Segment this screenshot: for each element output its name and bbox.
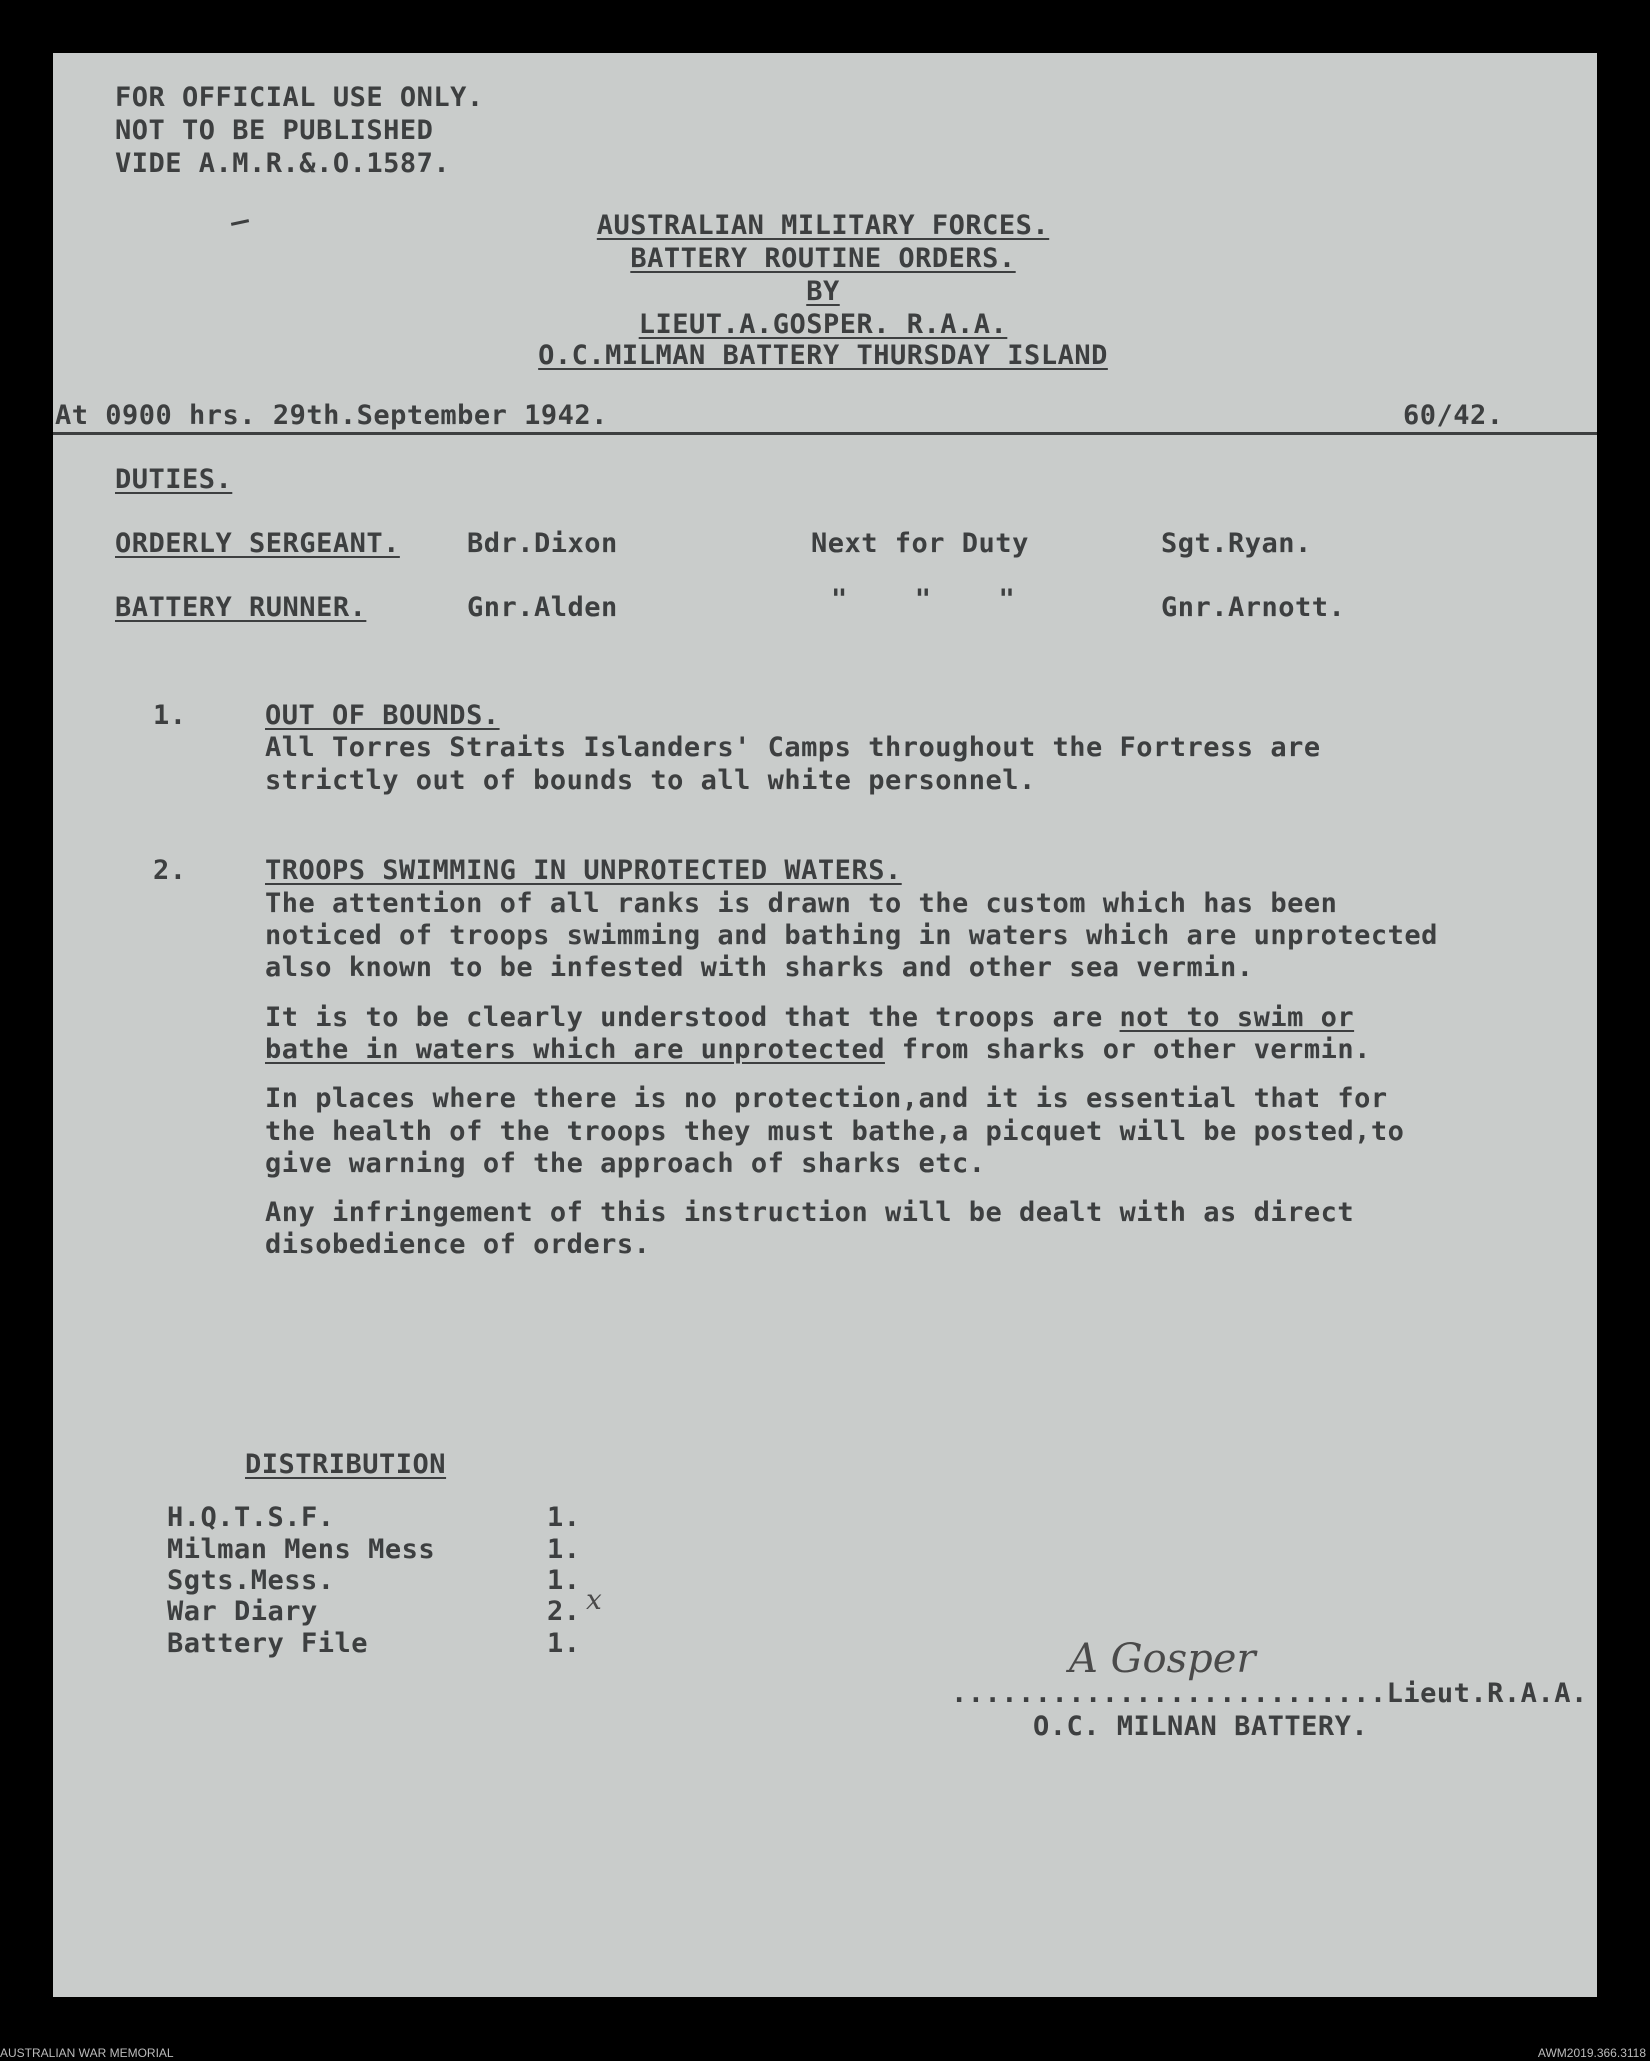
duty-role: BATTERY RUNNER.	[115, 592, 367, 623]
duties-heading: DUTIES.	[115, 464, 233, 495]
item-text-line: the health of the troops they must bathe,a picquet will be posted,to	[265, 1116, 1405, 1147]
footer-archive-label: AUSTRALIAN WAR MEMORIAL	[0, 2046, 174, 2060]
item-text-line: In places where there is no protection,and it is essential that for	[265, 1083, 1388, 1114]
item-text-line: The attention of all ranks is drawn to the custom which has been	[265, 888, 1338, 919]
item-text-line	[265, 1001, 1354, 1034]
duty-name: Bdr.Dixon	[467, 528, 618, 559]
distribution-name: H.Q.T.S.F.	[167, 1502, 335, 1533]
item-number: 1.	[153, 700, 187, 731]
item-text-line: Any infringement of this instruction will be dealt with as direct	[265, 1197, 1355, 1228]
distribution-qty: 1.	[547, 1565, 581, 1596]
handwritten-signature: A Gosper	[1069, 1636, 1256, 1682]
duty-next-label: " " "	[831, 584, 1016, 615]
restriction-line-1: FOR OFFICIAL USE ONLY.	[115, 82, 484, 113]
order-line-rule	[53, 432, 1597, 435]
distribution-name: Milman Mens Mess	[167, 1534, 436, 1565]
distribution-name: Sgts.Mess.	[167, 1565, 335, 1596]
order-number: 60/42.	[1403, 400, 1504, 431]
title-line-5: O.C.MILMAN BATTERY THURSDAY ISLAND	[538, 340, 1108, 371]
distribution-qty: 1.	[547, 1628, 581, 1659]
item-heading: OUT OF BOUNDS.	[265, 700, 500, 731]
distribution-qty: 1.	[547, 1534, 581, 1565]
item-text-line: strictly out of bounds to all white personnel.	[265, 765, 1036, 796]
title-line-1: AUSTRALIAN MILITARY FORCES.	[596, 210, 1050, 241]
duty-role: ORDERLY SERGEANT.	[115, 528, 400, 559]
duty-name: Gnr.Alden	[467, 592, 618, 623]
distribution-name: War Diary	[167, 1596, 318, 1627]
title-line-3: BY	[806, 276, 840, 307]
item-text-line: noticed of troops swimming and bathing in waters which are unprotected	[265, 920, 1438, 951]
item-number: 2.	[153, 855, 187, 886]
item-text-line: All Torres Straits Islanders' Camps throughout the Fortress are	[265, 732, 1321, 763]
restriction-line-2: NOT TO BE PUBLISHED	[115, 115, 434, 146]
item-text-line	[265, 1033, 1371, 1066]
signature-dots: ..........................	[951, 1678, 1387, 1709]
distribution-name: Battery File	[167, 1628, 369, 1659]
duty-next-name: Sgt.Ryan.	[1161, 528, 1312, 559]
document-page	[53, 53, 1597, 1997]
text-segment: from sharks or other vermin.	[884, 1034, 1371, 1065]
distribution-qty: 1.	[547, 1502, 581, 1533]
signature-line	[951, 1677, 1588, 1710]
distribution-heading: DISTRIBUTION	[245, 1449, 447, 1480]
signature-title: O.C. MILNAN BATTERY.	[1033, 1711, 1369, 1742]
order-date-time: At 0900 hrs. 29th.September 1942.	[55, 400, 608, 431]
signature-rank: Lieut.R.A.A.	[1386, 1678, 1588, 1709]
duty-next-label: Next for Duty	[811, 528, 1029, 559]
item-heading: TROOPS SWIMMING IN UNPROTECTED WATERS.	[265, 855, 902, 886]
distribution-qty: 2.	[547, 1596, 581, 1627]
text-segment: It is to be clearly understood that the troops are	[265, 1002, 1120, 1033]
item-text-line: also known to be infested with sharks and other sea vermin.	[265, 952, 1254, 983]
item-text-line: disobedience of orders.	[265, 1229, 651, 1260]
title-line-4: LIEUT.A.GOSPER. R.A.A.	[638, 309, 1008, 340]
item-text-line: give warning of the approach of sharks etc.	[265, 1148, 986, 1179]
emphasis-text: bathe in waters which are unprotected	[265, 1034, 885, 1065]
restriction-line-3: VIDE A.M.R.&.O.1587.	[115, 148, 451, 179]
title-line-2: BATTERY ROUTINE ORDERS.	[630, 243, 1016, 274]
footer-reference: AWM2019.366.3118	[1537, 2046, 1646, 2060]
tick-mark: x	[586, 1583, 602, 1616]
duty-next-name: Gnr.Arnott.	[1161, 592, 1346, 623]
emphasis-text: not to swim or	[1119, 1002, 1355, 1033]
pen-mark	[231, 219, 249, 226]
